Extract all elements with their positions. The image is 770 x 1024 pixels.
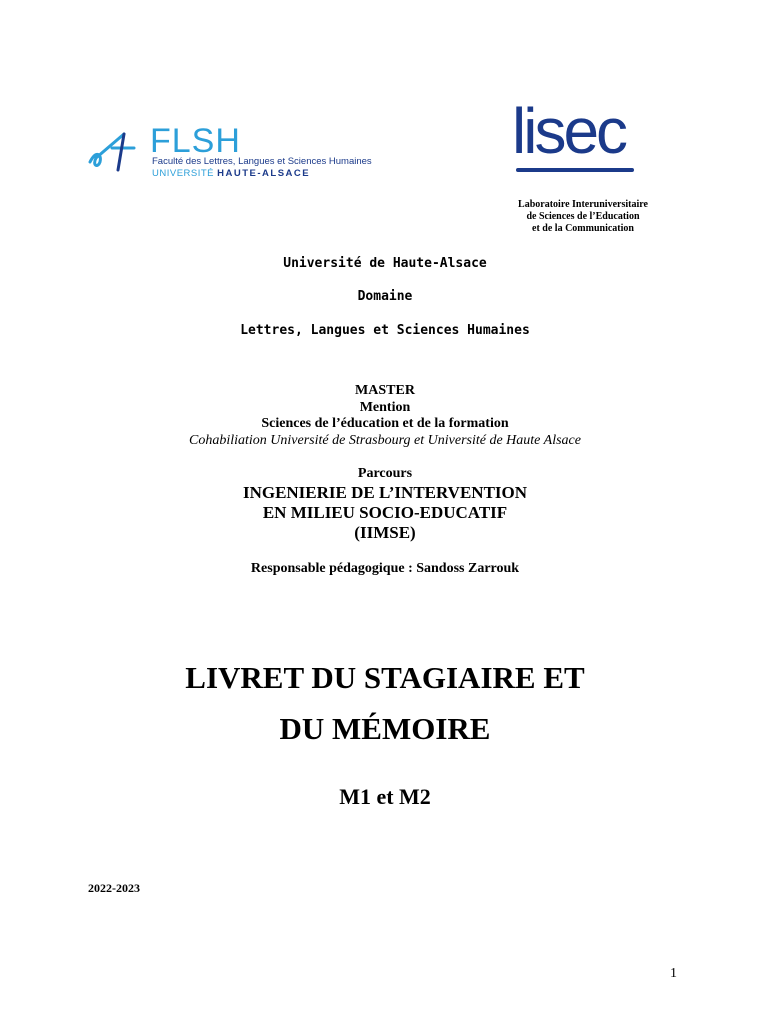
page-number: 1 xyxy=(670,966,677,981)
flsh-emblem-icon xyxy=(88,128,150,174)
domain-label: Domaine xyxy=(357,289,413,304)
university-name: Université de Haute-Alsace xyxy=(283,256,487,271)
lisec-underline xyxy=(516,168,634,172)
flsh-faculty-name: Faculté des Lettres, Langues et Sciences Humaines xyxy=(152,156,372,167)
master-label: MASTER xyxy=(355,383,415,398)
lab-name-line-3: et de la Communication xyxy=(532,223,634,234)
flsh-university-prefix: UNIVERSITÉ xyxy=(152,168,218,179)
lisec-wordmark: lisec xyxy=(512,95,626,167)
flsh-wordmark: FLSH xyxy=(150,122,241,160)
academic-year: 2022-2023 xyxy=(88,881,140,895)
flsh-logo xyxy=(88,122,372,182)
lisec-logo xyxy=(512,95,642,178)
parcours-label: Parcours xyxy=(357,466,413,481)
responsable-pedagogique: Responsable pédagogique : Sandoss Zarrouk xyxy=(250,561,520,576)
document-title-line-1: LIVRET DU STAGIAIRE ET xyxy=(185,660,585,695)
mention-name: Sciences de l’éducation et de la formation xyxy=(261,416,509,431)
flsh-university-bold: HAUTE-ALSACE xyxy=(217,168,311,179)
document-title-line-2: DU MÉMOIRE xyxy=(279,711,491,746)
cohabilitation-note: Cohabiliation Université de Strasbourg et Université de Haute Alsace xyxy=(189,433,581,448)
lab-name-line-2: de Sciences de l’Education xyxy=(526,211,640,222)
flsh-university-name xyxy=(152,168,310,179)
mention-label: Mention xyxy=(359,400,411,415)
parcours-line-3: (IIMSE) xyxy=(354,523,416,542)
parcours-line-2: EN MILIEU SOCIO-EDUCATIF xyxy=(262,503,508,522)
domain-name: Lettres, Langues et Sciences Humaines xyxy=(240,323,530,338)
document-level: M1 et M2 xyxy=(339,784,431,809)
parcours-line-1: INGENIERIE DE L’INTERVENTION xyxy=(242,483,528,502)
lab-name-line-1: Laboratoire Interuniversitaire xyxy=(518,199,648,210)
